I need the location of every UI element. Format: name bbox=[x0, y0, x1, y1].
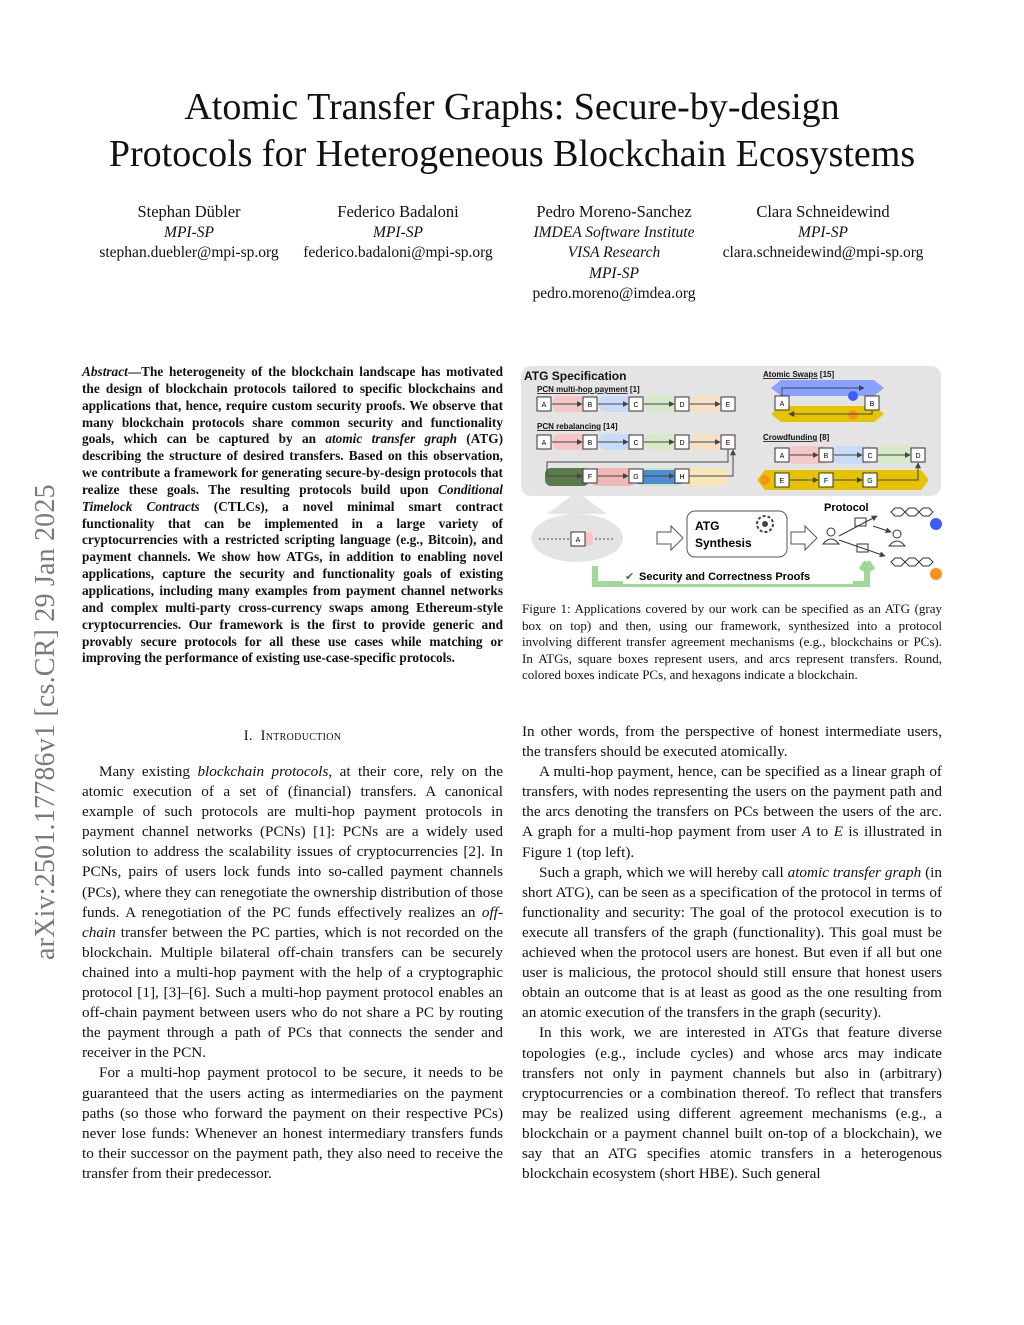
node-label: A bbox=[575, 537, 581, 544]
author-affiliation: MPI-SP bbox=[589, 264, 639, 282]
abstract-atg-term: atomic transfer graph bbox=[325, 431, 457, 447]
node-label: C bbox=[633, 440, 639, 447]
text: Such a graph, which we will hereby call bbox=[539, 863, 788, 881]
node-label: F bbox=[823, 478, 829, 485]
author-affiliation: VISA Research bbox=[567, 244, 661, 261]
intro-column bbox=[82, 762, 503, 1184]
swap-label: Atomic Swaps [15] bbox=[763, 370, 835, 379]
spec-title: ATG Specification bbox=[524, 369, 627, 383]
emph: blockchain protocols bbox=[197, 763, 329, 780]
check-icon: ✔ bbox=[625, 571, 635, 583]
text: transfer between the PC parties, which is not recorded on the blockchain. Multiple bilateral off-chain transfers can be securely chained into a multi-hop payment with the help of a cryptographic protocol [1], [3]–[6]. Such a multi-hop payment protocol enables an off-chain payment between users who do not share a PC by routing the payment through a path of PCs that connects the sender and receiver in the PCN. bbox=[82, 923, 503, 1062]
node-label: B bbox=[587, 440, 593, 447]
arrow-icon bbox=[657, 526, 683, 550]
author-email: stephan.duebler@mpi-sp.org bbox=[99, 244, 279, 261]
node-label: G bbox=[867, 478, 873, 485]
node-label: A bbox=[779, 401, 785, 408]
author-name: Federico Badaloni bbox=[337, 202, 459, 221]
author-email: pedro.moreno@imdea.org bbox=[532, 285, 696, 302]
section-title: Introduction bbox=[260, 728, 342, 744]
figure-1 bbox=[519, 366, 943, 588]
eth-coin-icon bbox=[848, 391, 858, 401]
author-4 bbox=[712, 202, 934, 264]
synth-line-2: Synthesis bbox=[695, 536, 752, 550]
node-label: A bbox=[541, 402, 547, 409]
author-name: Pedro Moreno-Sanchez bbox=[536, 202, 692, 221]
arrow-icon bbox=[791, 526, 817, 550]
abstract-text: (ATG) describing the structure of desired transfers. Based on this observation, we contribute a framework for generating secure-by-design protocols that realize these goals. The resulting protocols build upon bbox=[82, 431, 503, 497]
paragraph: In this work, we are interested in ATGs that feature diverse topologies (e.g., include cycles) and whose arcs may indicate transfers not only in payment channels but also in (arbitrary) cryptocurrencies or a combination thereof. To reflect that transfers may be realized using different agreement mechanisms (e.g., a blockchain or a payment channel built on-top of a blockchain), we say that an ATG specifies atomic transfers in a heterogenous blockchain ecosystem (short HBE). Such general bbox=[522, 1024, 942, 1183]
node-label: E bbox=[725, 440, 731, 447]
protocol-label: Protocol bbox=[824, 502, 869, 514]
abstract-text: —The heterogeneity of the blockchain landscape has motivated the design of blockchain protocols tailored to specific blockchains and applications that, hence, require custom security proofs. We observe that many blockchain protocols share common security and functionality goals, which can be captured by an bbox=[82, 364, 503, 447]
node-label: E bbox=[779, 478, 785, 485]
arxiv-sidebar-id: arXiv:2501.17786v1 [cs.CR] 29 Jan 2025 bbox=[30, 484, 61, 960]
node-label: D bbox=[679, 402, 685, 409]
emph: off-chain bbox=[82, 903, 503, 941]
node-label: A bbox=[779, 453, 785, 460]
math-var: A bbox=[801, 823, 811, 841]
text: to bbox=[811, 823, 834, 841]
author-name: Clara Schneidewind bbox=[756, 202, 890, 221]
node-label: C bbox=[633, 402, 639, 409]
author-email: clara.schneidewind@mpi-sp.org bbox=[722, 244, 924, 261]
text: , at their core, rely on the atomic execution of a set of (financial) transfers. A canonical example of such protocols are multi-hop payment protocols in payment channel networks (PCNs) [1]: PCNs are a widely used solution to address the scalability issues of cryptocurrencies [2]. In PCNs, pairs of users lock funds into so-called payment channels (PCs), where they can renegotiate the ownership distribution of those funds. A renegotiation of the PC funds effectively realizes an bbox=[82, 763, 503, 921]
gear-icon bbox=[762, 521, 768, 527]
text: is illustrated in Figure 1 (top left). bbox=[522, 823, 942, 861]
author-name: Stephan Dübler bbox=[137, 202, 241, 221]
node-label: A bbox=[541, 440, 547, 447]
chain-hexagon bbox=[891, 508, 905, 516]
btc-coin-icon bbox=[760, 475, 770, 485]
abstract-ctlc-term: Conditional Timelock Contracts bbox=[82, 481, 503, 514]
author-1 bbox=[90, 202, 288, 264]
synthesis-box bbox=[687, 511, 787, 557]
text: (in short ATG), can be seen as a specification of the protocol in terms of functionality and security: The goal of the protocol execution is to execute all transfers of the graph (functionality). This goal must be achieved when the protocol users are honest. But even if all but one user is malicious, the protocol should still ensure that honest users obtain an outcome that is at least as good as the one resulting from an atomic execution of the transfers in the graph (security). bbox=[522, 863, 942, 1022]
node-label: F bbox=[587, 474, 593, 481]
author-affiliation: IMDEA Software Institute bbox=[533, 223, 695, 241]
author-2 bbox=[292, 202, 504, 264]
author-affiliation: MPI-SP bbox=[798, 223, 848, 241]
paragraph bbox=[82, 762, 503, 1063]
synth-line-1: ATG bbox=[695, 519, 720, 533]
figure-caption: Figure 1: Applications covered by our work can be specified as an ATG (gray box on top) and then, using our framework, synthesized into a protocol involving different transfer agreement mechanisms (e.g., blockchains or PCs). In ATGs, square boxes represent users, and arcs represent transfers. Round, colored boxes indicate PCs, and hexagons indicate a blockchain. bbox=[522, 601, 942, 683]
paragraph: For a multi-hop payment protocol to be secure, it needs to be guaranteed that the users acting as intermediaries on the payment paths (so those who forward the payment on their respective PCs) never lose funds: Whenever an honest intermediary transfers funds to their successor on the payment path, they also need to receive the transfer from their predecessor. bbox=[82, 1064, 503, 1182]
paragraph bbox=[522, 762, 942, 862]
pc-pill bbox=[683, 468, 727, 486]
figure-1-diagram bbox=[519, 366, 943, 588]
chain-hexagon bbox=[891, 558, 905, 566]
paragraph bbox=[522, 863, 942, 1024]
title-line-1: Atomic Transfer Graphs: Secure-by-design bbox=[184, 86, 840, 128]
message-icon bbox=[855, 518, 868, 552]
abstract-text: (CTLCs), a novel minimal smart contract functionality that can be implemented in a large variety of cryptocurrencies with a restricted scripting language (e.g., Bitcoin), and payment channels. We show how ATGs, in addition to enabling novel applications, capture the security and functionality goals of existing applications, including many examples from payment channel networks and complex multi-party cross-currency swaps among Ethereum-style cryptocurrencies. Our framework is the first to provide generic and provably secure protocols for all these use cases while matching or improving the performance of existing use-case-specific protocols. bbox=[82, 498, 503, 666]
author-affiliation: MPI-SP bbox=[164, 223, 214, 241]
node-label: B bbox=[869, 401, 875, 408]
abstract bbox=[82, 364, 503, 667]
message-arrow bbox=[839, 540, 885, 556]
user-icon bbox=[889, 530, 905, 546]
title-line-2: Protocols for Heterogeneous Blockchain Ecosystems bbox=[108, 133, 916, 175]
chain-hexagon bbox=[919, 558, 933, 566]
paragraph: In other words, from the perspective of honest intermediate users, the transfers should be executed atomically. bbox=[522, 723, 942, 761]
chain-hexagon bbox=[905, 558, 919, 566]
chain-hexagon bbox=[919, 508, 933, 516]
pc-pill bbox=[545, 468, 589, 486]
section-number: I. bbox=[243, 728, 253, 744]
pc-pill bbox=[637, 470, 681, 484]
node-label: C bbox=[867, 453, 873, 460]
author-affiliation: MPI-SP bbox=[373, 223, 423, 241]
right-column bbox=[522, 722, 942, 1184]
text: A multi-hop payment, hence, can be specified as a linear graph of transfers, with nodes representing the users on the payment path and the arcs denoting the transfers on PCs between the users of the arc. A graph for a multi-hop payment from user bbox=[522, 763, 942, 841]
emph: atomic transfer graph bbox=[787, 863, 922, 881]
user-icon bbox=[823, 528, 839, 544]
author-3 bbox=[512, 202, 716, 305]
mhp-label: PCN multi-hop payment [1] bbox=[537, 385, 640, 394]
node-label: B bbox=[823, 453, 829, 460]
pc-pill bbox=[591, 468, 635, 486]
node-label: G bbox=[633, 474, 639, 481]
node-label: D bbox=[915, 453, 921, 460]
rebalancing-label: PCN rebalancing [14] bbox=[537, 422, 618, 431]
paper-title bbox=[60, 84, 964, 178]
author-email: federico.badaloni@mpi-sp.org bbox=[303, 244, 493, 261]
crowdfunding-label: Crowdfunding [8] bbox=[763, 433, 830, 442]
proofs-label: Security and Correctness Proofs bbox=[639, 571, 811, 583]
node-label: D bbox=[679, 440, 685, 447]
message-arrow bbox=[873, 526, 891, 532]
eth-coin-icon bbox=[930, 518, 942, 530]
chain-hexagon bbox=[905, 508, 919, 516]
text: Many existing bbox=[99, 763, 198, 780]
node-label: H bbox=[679, 474, 685, 481]
abstract-label: Abstract bbox=[82, 364, 128, 379]
btc-coin-icon bbox=[930, 568, 942, 580]
section-heading bbox=[82, 728, 503, 745]
zoom-lens bbox=[547, 496, 607, 514]
btc-coin-icon bbox=[848, 410, 858, 420]
node-label: B bbox=[587, 402, 593, 409]
node-label: E bbox=[725, 402, 731, 409]
math-var: E bbox=[833, 823, 843, 841]
